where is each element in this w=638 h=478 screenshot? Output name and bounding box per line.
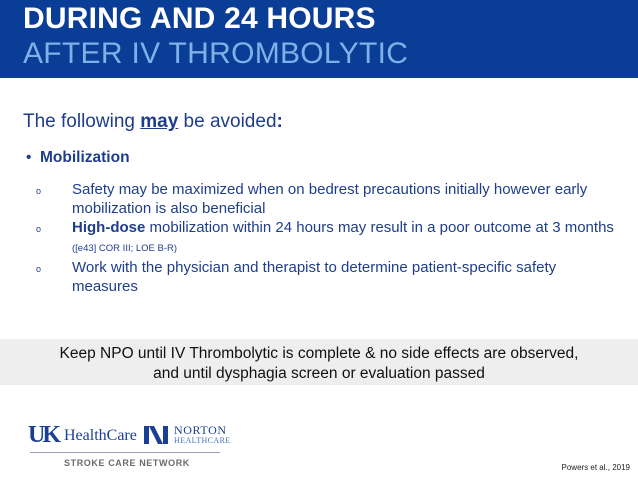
sub-bullet-citation: ([e43] COR III; LOE B-R) xyxy=(72,243,178,254)
norton-healthcare-wordmark xyxy=(174,424,231,446)
bullet-marker: • xyxy=(26,149,32,166)
title-line-1: DURING AND 24 HOURS xyxy=(23,2,376,35)
norton-line-1: NORTON xyxy=(174,423,227,437)
npo-callout xyxy=(0,339,638,385)
uk-healthcare-wordmark: HealthCare xyxy=(64,427,137,444)
uk-logo-icon: UK xyxy=(28,422,58,448)
sub-bullet-text: Work with the physician and therapist to determine patient-specific safety measures xyxy=(72,259,557,295)
sub-bullet-text: mobilization within 24 hours may result in a poor outcome at 3 months xyxy=(145,219,614,236)
title-line-2: AFTER IV THROMBOLYTIC xyxy=(23,37,409,70)
sub-bullet-marker: o xyxy=(36,224,42,234)
intro-prefix: The following xyxy=(23,111,141,132)
stroke-care-network-label: STROKE CARE NETWORK xyxy=(64,458,190,468)
bullet-mobilization xyxy=(26,148,130,168)
sub-bullet-physician xyxy=(36,258,616,296)
sub-bullet-safety xyxy=(36,180,616,218)
logo-block xyxy=(28,422,231,472)
npo-line-1: Keep NPO until IV Thrombolytic is complete & no side effects are observed, xyxy=(59,345,579,362)
intro-text xyxy=(23,110,283,134)
sub-bullet-list xyxy=(36,180,616,296)
logo-divider xyxy=(30,452,220,453)
npo-line-2: and until dysphagia screen or evaluation passed xyxy=(153,365,485,382)
source-citation: Powers et al., 2019 xyxy=(561,463,630,472)
bullet-label: Mobilization xyxy=(40,149,130,166)
sub-bullet-high-dose xyxy=(36,218,616,258)
intro-colon: : xyxy=(276,111,283,132)
intro-emphasis: may xyxy=(140,111,179,132)
sub-bullet-bold: High-dose xyxy=(72,219,146,236)
sub-bullet-marker: o xyxy=(36,264,42,274)
norton-logo-icon xyxy=(144,424,168,446)
title-banner xyxy=(0,0,638,78)
sub-bullet-marker: o xyxy=(36,186,42,196)
norton-line-2: HEALTHCARE xyxy=(174,436,231,445)
intro-suffix: be avoided xyxy=(178,111,277,132)
sub-bullet-text: Safety may be maximized when on bedrest precautions initially however early mobilization is also beneficial xyxy=(72,181,588,217)
